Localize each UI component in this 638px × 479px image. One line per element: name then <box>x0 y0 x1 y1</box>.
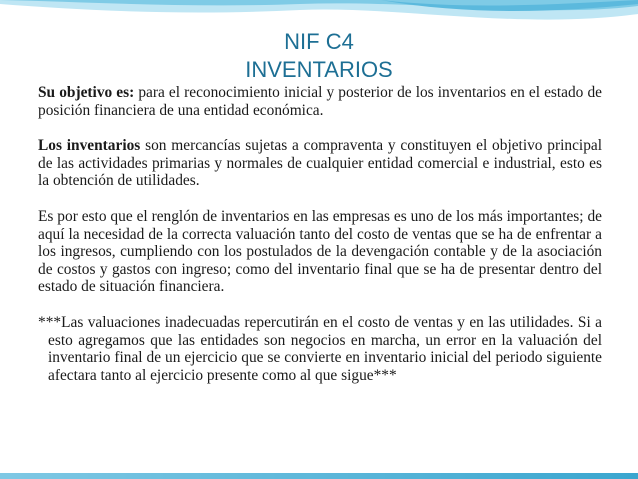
paragraph-valuation-note: ***Las valuaciones inadecuadas repercutirán en el costo de ventas y en las utilidades. Si a esto agregamos que las entidades son negocios en marcha, un error en la valuación del inventario final de un ejercicio que se convierte en inventario inicial del periodo siguiente afectara tanto al ejercicio presente como al que sigue*** <box>38 313 602 384</box>
inventory-text: son mercancías sujetas a compraventa y constituyen el objetivo principal de las actividades primarias y normales de cualquier entidad comercial e industrial, esto es la obtención de utilidades. <box>38 137 602 190</box>
paragraph-objective <box>38 84 602 119</box>
title-line-1: NIF C4 <box>284 29 354 54</box>
slide-body <box>38 84 602 402</box>
paragraph-importance: Es por esto que el renglón de inventarios en las empresas es uno de los más importantes; de aquí la necesidad de la correcta valuación tanto del costo de ventas que se ha de enfrentar a los ingresos, cumpliendo con los postulados de la devengación contable y de la asociación de costos y gastos con ingreso; como del inventario final que se ha de presentar dentro del estado de situación financiera. <box>38 207 602 296</box>
title-line-2: INVENTARIOS <box>245 57 393 82</box>
objective-text: para el reconocimiento inicial y posterior de los inventarios en el estado de posición financiera de una entidad económica. <box>38 84 603 119</box>
inventory-lead: Los inventarios <box>38 137 141 155</box>
bottom-accent-bar <box>0 473 638 479</box>
slide-title <box>0 28 638 84</box>
paragraph-inventory-definition <box>38 137 602 190</box>
objective-lead: Su objetivo es: <box>38 84 135 101</box>
